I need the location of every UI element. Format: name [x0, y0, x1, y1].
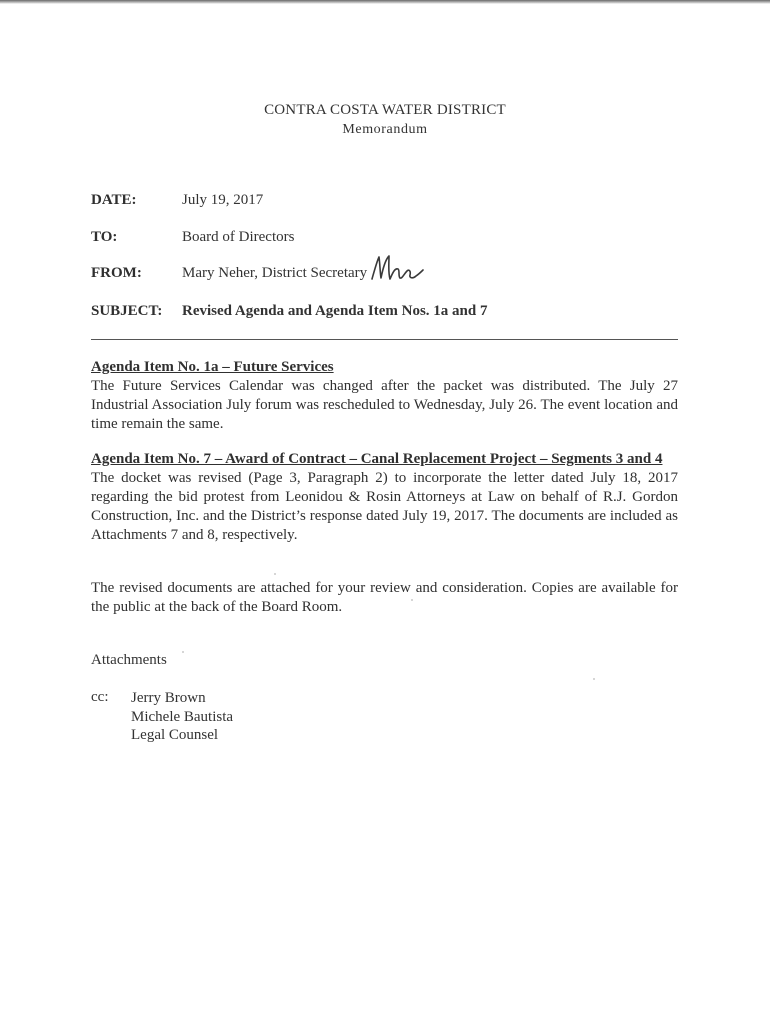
header-divider	[91, 339, 678, 340]
date-label: DATE:	[91, 192, 137, 208]
scan-speck	[411, 599, 413, 601]
closing-paragraph	[91, 579, 678, 617]
organization-name: CONTRA COSTA WATER DISTRICT	[264, 102, 506, 118]
from-label: FROM:	[91, 265, 142, 281]
memo-header	[0, 101, 770, 139]
scan-speck	[274, 573, 276, 575]
cc-recipient: Legal Counsel	[131, 727, 219, 743]
cc-recipient: Jerry Brown	[131, 690, 206, 706]
document-type: Memorandum	[342, 122, 428, 137]
scan-speck	[182, 651, 184, 653]
subject-label: SUBJECT:	[91, 303, 163, 319]
scan-speck	[593, 678, 595, 680]
cc-recipient-list	[131, 689, 233, 745]
date-value: July 19, 2017	[182, 192, 264, 208]
to-value: Board of Directors	[182, 229, 295, 245]
to-label: TO:	[91, 229, 118, 245]
section-body: The docket was revised (Page 3, Paragraph 2) to incorporate the letter dated July 18, 2017 regarding the bid protest from Leonidou & Rosin Attorneys at Law on behalf of R.J. Gordon Construction, Inc. and the District’s response dated July 19, 2017. The documents are included as Attachments 7 and 8, respectively.	[91, 470, 678, 543]
closing-text: The revised documents are attached for your review and consideration. Copies are available for the public at the back of the Board Room.	[91, 580, 678, 615]
section-body: The Future Services Calendar was changed after the packet was distributed. The July 27 Industrial Association July forum was rescheduled to Wednesday, July 26. The event location and time remain the same.	[91, 378, 678, 432]
from-value: Mary Neher, District Secretary	[182, 265, 368, 281]
cc-label: cc:	[91, 689, 109, 705]
section-title: Agenda Item No. 1a – Future Services	[91, 359, 334, 375]
attachments-label: Attachments	[91, 652, 167, 668]
agenda-item-1a-section	[91, 358, 678, 434]
subject-value: Revised Agenda and Agenda Item Nos. 1a and 7	[182, 303, 488, 319]
section-title: Agenda Item No. 7 – Award of Contract – Canal Replacement Project – Segments 3 and 4	[91, 451, 663, 467]
agenda-item-7-section	[91, 450, 678, 545]
signature-initials	[369, 252, 425, 286]
cc-recipient: Michele Bautista	[131, 708, 234, 725]
